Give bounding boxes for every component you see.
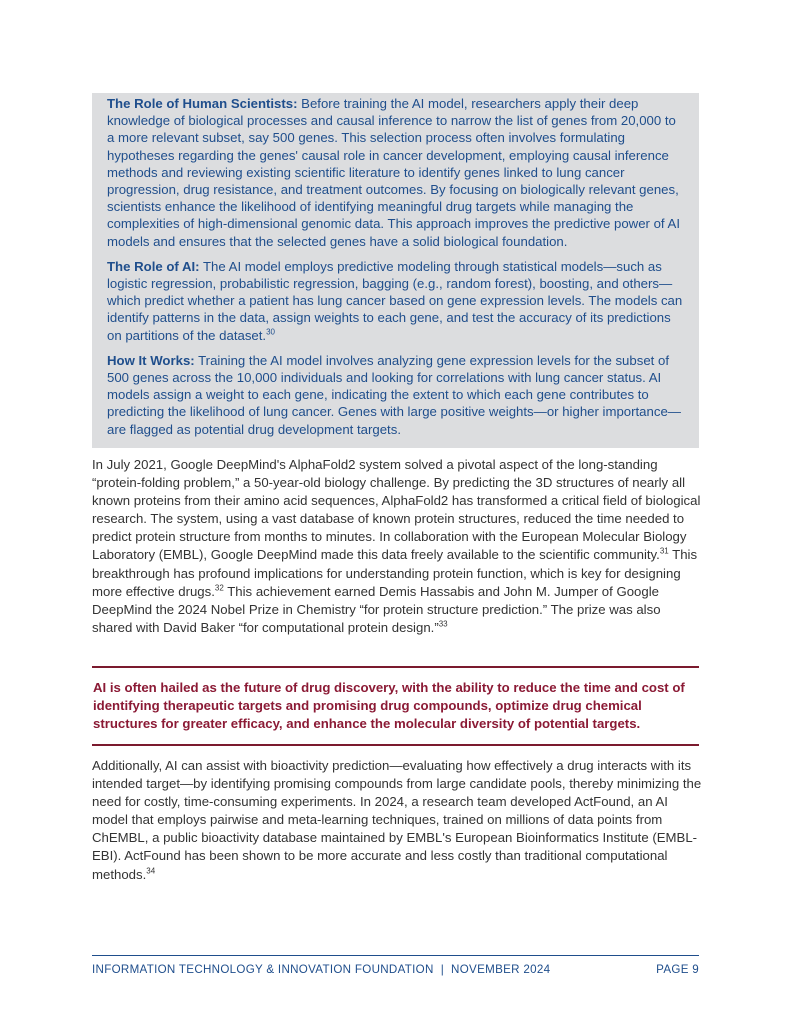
pull-quote-text: AI is often hailed as the future of drug discovery, with the ability to reduce the time and cost of identifying therapeutic targets and promising drug compounds, optimize drug chemical structures for greater efficacy, and enhance the molecular diversity of potential targets. — [93, 680, 685, 731]
callout-heading: The Role of Human Scientists: — [107, 96, 298, 111]
paragraph-text: This breakthrough has profound implications for understanding protein function, which is key for designing more effective drugs. — [92, 547, 698, 599]
callout-human-scientists — [107, 95, 685, 250]
paragraph-text: In July 2021, Google DeepMind's AlphaFold2 system solved a pivotal aspect of the long-standing “protein-folding problem,” a 50-year-old biology challenge. By predicting the 3D structures of nearly all known proteins from their amino acid sequences, AlphaFold2 has transformed a critical field of biological research. The system, using a vast database of known protein structures, reduced the time needed to predict protein structure from months to minutes. In collaboration with the European Molecular Biology Laboratory (EMBL), Google DeepMind made this data freely available to the scientific community. — [92, 457, 701, 563]
footnote-ref[interactable]: 32 — [214, 583, 224, 593]
callout-text: Training the AI model involves analyzing gene expression levels for the subset of 500 genes across the 10,000 individuals and looking for correlations with lung cancer status. AI models assign a weight to each gene, indicating the extent to which each gene contributes to predicting the likelihood of lung cancer. Genes with large positive weights—or higher importance—are flagged as potential drug development targets. — [107, 352, 681, 437]
callout-text: The AI model employs predictive modeling through statistical models—such as logistic regression, probabilistic regression, bagging (e.g., random forest), boosting, and others—which predict whether a patient has lung cancer based on gene expression levels. The models can identify patterns in the data, assign weights to each gene, and test the accuracy of its predictions on partitions of the dataset. — [107, 258, 683, 343]
callout-role-of-ai — [107, 258, 685, 344]
paragraph-text: This achievement earned Demis Hassabis and John M. Jumper of Google DeepMind the 2024 Nobel Prize in Chemistry “for protein structure prediction.” The prize was also shared with David Baker “for computational protein design.” — [92, 583, 661, 635]
callout-heading: How It Works: — [107, 352, 195, 368]
callout-text: Before training the AI model, researchers apply their deep knowledge of biological processes and causal inference to narrow the list of genes from 20,000 to a more relevant subset, say 500 genes. This selection process often involves formulating hypotheses regarding the genes' causal role in cancer development, employing causal inference methods and reviewing existing scientific literature to identify genes linked to lung cancer progression, drug resistance, and treatment outcomes. By focusing on biologically relevant genes, scientists enhance the likelihood of identifying meaningful drug targets while managing the complexities of high-dimensional genomic data. This approach improves the predictive power of AI models and ensures that the selected genes have a solid biological foundation. — [107, 96, 680, 249]
callout-how-it-works — [107, 352, 685, 438]
footnote-ref[interactable]: 31 — [659, 547, 669, 557]
page-footer — [92, 963, 699, 979]
case-study-callout — [92, 93, 699, 448]
callout-heading: The Role of AI: — [107, 258, 200, 274]
footnote-ref[interactable]: 33 — [438, 619, 448, 629]
footer-divider — [92, 955, 699, 956]
body-paragraph-bioactivity — [92, 757, 702, 884]
footnote-ref[interactable]: 30 — [266, 327, 275, 337]
footer-publisher: INFORMATION TECHNOLOGY & INNOVATION FOUNDATION | NOVEMBER 2024 — [92, 963, 551, 976]
paragraph-text: Additionally, AI can assist with bioactivity prediction—evaluating how effectively a drug interacts with its intended target—by identifying promising compounds from large candidate pools, thereby minimizing the need for costly, time-consuming experiments. In 2024, a research team developed ActFound, an AI model that employs pairwise and meta-learning techniques, trained on millions of data points from ChEMBL, a public bioactivity database maintained by EMBL's European Bioinformatics Institute (EMBL-EBI). ActFound has been shown to be more accurate and less costly than traditional computational methods. — [92, 758, 702, 882]
page-number: PAGE 9 — [656, 963, 699, 976]
footnote-ref[interactable]: 34 — [146, 866, 156, 876]
body-paragraph-alphafold — [92, 456, 702, 637]
pull-quote — [92, 666, 699, 746]
